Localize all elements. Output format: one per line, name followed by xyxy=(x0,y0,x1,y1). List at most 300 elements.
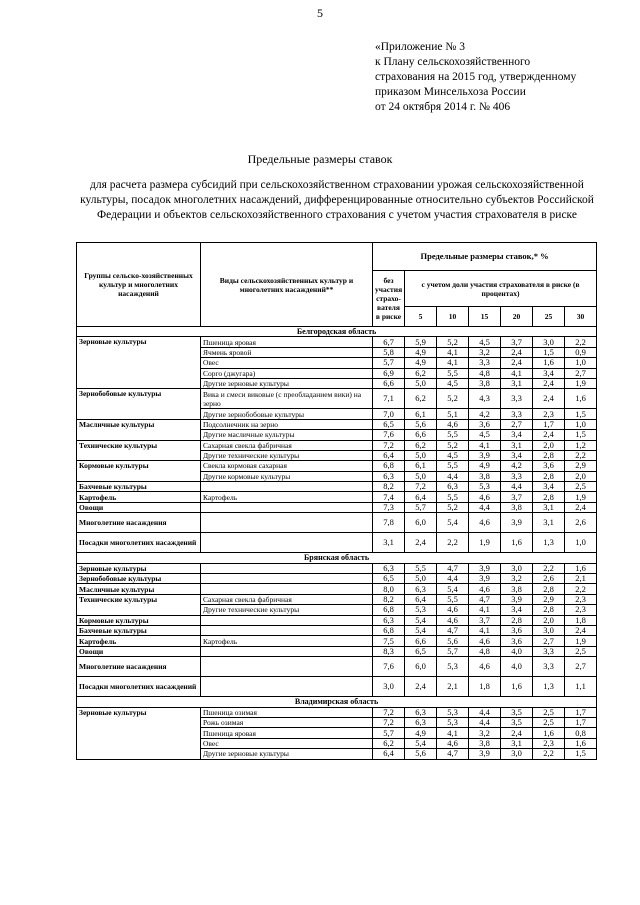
rate-value-cell: 6,1 xyxy=(405,409,437,419)
kind-cell: Сахарная свекла фабричная xyxy=(201,440,373,450)
rate-value-cell: 2,8 xyxy=(533,450,565,460)
rate-value-cell: 3,9 xyxy=(469,450,501,460)
table-row xyxy=(77,657,597,677)
rate-value-cell: 2,3 xyxy=(565,594,597,604)
rate-value-cell: 3,0 xyxy=(501,563,533,573)
rate-value-cell: 2,6 xyxy=(565,513,597,533)
rate-value-cell: 2,9 xyxy=(565,461,597,471)
group-cell: Технические культуры xyxy=(77,440,201,461)
appendix-line: от 24 октября 2014 г. № 406 xyxy=(375,101,511,113)
rate-value-cell: 4,5 xyxy=(469,337,501,347)
rate-value-cell: 6,4 xyxy=(405,492,437,502)
col-header-without: без участия страхо-вателя в риске xyxy=(373,271,405,327)
kind-cell: Пшеница яровая xyxy=(201,728,373,738)
rate-value-cell: 6,0 xyxy=(405,657,437,677)
rate-value-cell: 5,9 xyxy=(405,337,437,347)
rate-value-cell: 3,1 xyxy=(533,513,565,533)
rate-value-cell: 2,0 xyxy=(565,471,597,481)
rate-value-cell: 5,2 xyxy=(437,502,469,512)
rate-value-cell: 2,8 xyxy=(533,471,565,481)
rate-value-cell: 3,7 xyxy=(501,492,533,502)
group-cell: Зерновые культуры xyxy=(77,563,201,573)
rate-value-cell: 2,8 xyxy=(533,605,565,615)
col-header-with: с учетом доли участия страхователя в риске (в процентах) xyxy=(405,271,597,307)
rate-value-cell: 4,2 xyxy=(501,461,533,471)
rate-value-cell: 7,4 xyxy=(373,492,405,502)
rate-value-cell: 4,8 xyxy=(469,368,501,378)
rate-value-cell: 3,1 xyxy=(533,502,565,512)
rate-value-cell: 3,9 xyxy=(469,749,501,759)
rate-value-cell: 6,3 xyxy=(405,584,437,594)
group-cell: Зернобобовые культуры xyxy=(77,574,201,584)
rate-value-cell: 5,1 xyxy=(437,409,469,419)
rate-value-cell: 2,0 xyxy=(533,440,565,450)
table-row xyxy=(77,419,597,429)
rate-value-cell: 2,4 xyxy=(533,389,565,409)
rate-value-cell: 4,0 xyxy=(501,657,533,677)
group-cell: Технические культуры xyxy=(77,594,201,615)
rate-value-cell: 4,6 xyxy=(469,636,501,646)
rate-value-cell: 0,8 xyxy=(565,728,597,738)
rate-value-cell: 3,5 xyxy=(501,717,533,727)
rate-value-cell: 6,0 xyxy=(405,513,437,533)
rate-value-cell: 4,1 xyxy=(437,728,469,738)
rate-value-cell: 5,2 xyxy=(437,440,469,450)
col-header-share: 5 xyxy=(405,307,437,327)
rate-value-cell: 2,4 xyxy=(565,625,597,635)
rate-value-cell: 4,4 xyxy=(469,717,501,727)
rate-value-cell: 5,0 xyxy=(405,471,437,481)
rate-value-cell: 2,4 xyxy=(405,677,437,697)
rate-value-cell: 5,4 xyxy=(405,625,437,635)
rate-value-cell: 2,2 xyxy=(437,533,469,553)
rate-value-cell: 4,6 xyxy=(437,615,469,625)
kind-cell xyxy=(201,657,373,677)
rate-value-cell: 6,8 xyxy=(373,605,405,615)
group-cell: Овощи xyxy=(77,646,201,656)
rate-value-cell: 3,3 xyxy=(501,389,533,409)
rate-value-cell: 2,5 xyxy=(533,707,565,717)
rate-value-cell: 6,3 xyxy=(373,471,405,481)
rate-value-cell: 2,5 xyxy=(565,482,597,492)
rate-value-cell: 5,0 xyxy=(405,574,437,584)
rate-value-cell: 1,6 xyxy=(533,358,565,368)
rate-value-cell: 3,2 xyxy=(469,347,501,357)
rate-value-cell: 4,4 xyxy=(469,502,501,512)
kind-cell: Другие масличные культуры xyxy=(201,430,373,440)
rate-value-cell: 1,2 xyxy=(565,440,597,450)
kind-cell: Другие зерновые культуры xyxy=(201,749,373,759)
rate-value-cell: 3,0 xyxy=(373,677,405,697)
rate-value-cell: 4,6 xyxy=(469,492,501,502)
rate-value-cell: 3,8 xyxy=(469,738,501,748)
rate-value-cell: 6,1 xyxy=(405,461,437,471)
region-name: Владимирская область xyxy=(77,697,597,707)
rate-value-cell: 3,4 xyxy=(501,450,533,460)
rate-value-cell: 8,0 xyxy=(373,584,405,594)
group-cell: Бахчевые культуры xyxy=(77,482,201,492)
rate-value-cell: 7,2 xyxy=(373,440,405,450)
rate-value-cell: 2,4 xyxy=(501,347,533,357)
rate-value-cell: 1,6 xyxy=(565,563,597,573)
rate-value-cell: 1,0 xyxy=(565,419,597,429)
appendix-line: к Плану сельскохозяйственного xyxy=(375,56,531,68)
rate-value-cell: 7,5 xyxy=(373,636,405,646)
appendix-block xyxy=(375,40,576,115)
rate-value-cell: 2,3 xyxy=(533,738,565,748)
col-header-share: 20 xyxy=(501,307,533,327)
rate-value-cell: 1,8 xyxy=(469,677,501,697)
rate-value-cell: 1,3 xyxy=(533,677,565,697)
rate-value-cell: 2,4 xyxy=(405,533,437,553)
rate-value-cell: 1,5 xyxy=(565,409,597,419)
rate-value-cell: 7,1 xyxy=(373,389,405,409)
rate-value-cell: 3,8 xyxy=(469,378,501,388)
rate-value-cell: 5,3 xyxy=(437,657,469,677)
rate-value-cell: 1,5 xyxy=(565,430,597,440)
rate-value-cell: 0,9 xyxy=(565,347,597,357)
rate-value-cell: 2,3 xyxy=(533,409,565,419)
kind-cell xyxy=(201,615,373,625)
kind-cell: Другие технические культуры xyxy=(201,605,373,615)
group-cell: Масличные культуры xyxy=(77,584,201,594)
rate-value-cell: 3,1 xyxy=(373,533,405,553)
table-row xyxy=(77,492,597,502)
table-row xyxy=(77,337,597,347)
group-cell: Картофель xyxy=(77,492,201,502)
kind-cell xyxy=(201,482,373,492)
col-header-groups: Группы сельско-хозяйственных культур и многолетних насаждений xyxy=(77,243,201,327)
page-number: 5 xyxy=(317,6,323,20)
rate-value-cell: 5,4 xyxy=(437,584,469,594)
rate-value-cell: 5,5 xyxy=(437,368,469,378)
group-cell: Масличные культуры xyxy=(77,419,201,440)
rate-value-cell: 2,8 xyxy=(533,492,565,502)
rate-value-cell: 4,9 xyxy=(469,461,501,471)
rate-value-cell: 4,7 xyxy=(469,594,501,604)
rate-value-cell: 4,5 xyxy=(437,450,469,460)
rate-value-cell: 5,7 xyxy=(373,728,405,738)
rate-value-cell: 6,9 xyxy=(373,368,405,378)
region-name: Белгородская область xyxy=(77,327,597,337)
group-cell: Картофель xyxy=(77,636,201,646)
rate-value-cell: 4,6 xyxy=(437,605,469,615)
rate-value-cell: 6,4 xyxy=(405,594,437,604)
col-header-share: 30 xyxy=(565,307,597,327)
group-cell: Овощи xyxy=(77,502,201,512)
rate-value-cell: 2,5 xyxy=(533,717,565,727)
kind-cell: Картофель xyxy=(201,492,373,502)
rate-value-cell: 3,3 xyxy=(533,646,565,656)
rate-value-cell: 3,2 xyxy=(501,574,533,584)
rate-value-cell: 6,3 xyxy=(373,615,405,625)
rate-value-cell: 3,4 xyxy=(533,482,565,492)
rate-value-cell: 6,6 xyxy=(405,636,437,646)
rate-value-cell: 6,3 xyxy=(437,482,469,492)
rate-value-cell: 6,5 xyxy=(373,574,405,584)
rate-value-cell: 7,6 xyxy=(373,430,405,440)
rate-value-cell: 4,4 xyxy=(437,574,469,584)
table-row xyxy=(77,461,597,471)
table-row xyxy=(77,440,597,450)
rate-value-cell: 6,6 xyxy=(373,378,405,388)
rate-value-cell: 7,2 xyxy=(405,482,437,492)
rate-value-cell: 2,4 xyxy=(501,358,533,368)
rate-value-cell: 3,3 xyxy=(501,471,533,481)
rate-value-cell: 6,2 xyxy=(373,738,405,748)
kind-cell xyxy=(201,533,373,553)
rate-value-cell: 6,3 xyxy=(373,563,405,573)
rate-value-cell: 6,3 xyxy=(405,717,437,727)
rate-value-cell: 6,2 xyxy=(405,440,437,450)
rate-value-cell: 5,3 xyxy=(405,605,437,615)
rate-value-cell: 4,4 xyxy=(501,482,533,492)
rate-value-cell: 4,9 xyxy=(405,347,437,357)
rate-value-cell: 4,2 xyxy=(469,409,501,419)
table-row xyxy=(77,615,597,625)
region-row xyxy=(77,553,597,563)
table-row xyxy=(77,563,597,573)
rate-value-cell: 1,5 xyxy=(533,347,565,357)
rate-value-cell: 1,6 xyxy=(501,533,533,553)
rate-value-cell: 5,4 xyxy=(405,738,437,748)
rate-value-cell: 3,4 xyxy=(501,430,533,440)
rate-value-cell: 5,4 xyxy=(437,513,469,533)
rate-value-cell: 2,2 xyxy=(565,584,597,594)
kind-cell: Ячмень яровой xyxy=(201,347,373,357)
rate-value-cell: 5,6 xyxy=(405,419,437,429)
rate-value-cell: 6,2 xyxy=(405,389,437,409)
col-header-rates: Предельные размеры ставок,* % xyxy=(373,243,597,271)
rate-value-cell: 2,2 xyxy=(533,563,565,573)
rate-value-cell: 4,6 xyxy=(437,419,469,429)
rate-value-cell: 1,6 xyxy=(533,728,565,738)
kind-cell: Овес xyxy=(201,738,373,748)
rate-value-cell: 4,1 xyxy=(469,625,501,635)
rate-value-cell: 4,1 xyxy=(437,347,469,357)
rate-value-cell: 3,6 xyxy=(533,461,565,471)
rate-value-cell: 4,4 xyxy=(469,707,501,717)
rate-value-cell: 4,7 xyxy=(437,625,469,635)
rate-value-cell: 5,5 xyxy=(437,492,469,502)
rate-value-cell: 7,6 xyxy=(373,657,405,677)
rate-value-cell: 3,8 xyxy=(469,471,501,481)
rate-value-cell: 1,7 xyxy=(565,707,597,717)
rate-value-cell: 2,0 xyxy=(533,615,565,625)
rate-value-cell: 2,4 xyxy=(533,430,565,440)
region-row xyxy=(77,327,597,337)
table-row xyxy=(77,677,597,697)
rate-value-cell: 3,0 xyxy=(533,337,565,347)
kind-cell: Пшеница яровая xyxy=(201,337,373,347)
rate-value-cell: 4,5 xyxy=(469,430,501,440)
rate-value-cell: 4,5 xyxy=(437,378,469,388)
kind-cell xyxy=(201,513,373,533)
rate-value-cell: 5,6 xyxy=(437,636,469,646)
group-cell: Кормовые культуры xyxy=(77,461,201,482)
kind-cell xyxy=(201,677,373,697)
group-cell: Бахчевые культуры xyxy=(77,625,201,635)
rate-value-cell: 2,1 xyxy=(437,677,469,697)
rate-value-cell: 2,2 xyxy=(533,749,565,759)
rate-value-cell: 4,9 xyxy=(405,728,437,738)
rate-value-cell: 5,2 xyxy=(437,389,469,409)
rate-value-cell: 1,5 xyxy=(565,749,597,759)
rate-value-cell: 6,4 xyxy=(373,749,405,759)
rate-value-cell: 8,2 xyxy=(373,594,405,604)
group-cell: Зерновые культуры xyxy=(77,337,201,389)
appendix-line: приказом Минсельхоза России xyxy=(375,86,526,98)
rate-value-cell: 4,1 xyxy=(469,440,501,450)
table-row xyxy=(77,636,597,646)
rate-value-cell: 4,9 xyxy=(405,358,437,368)
rate-value-cell: 1,9 xyxy=(565,378,597,388)
col-header-share: 10 xyxy=(437,307,469,327)
group-cell: Кормовые культуры xyxy=(77,615,201,625)
kind-cell: Другие технические культуры xyxy=(201,450,373,460)
rate-value-cell: 6,5 xyxy=(405,646,437,656)
rate-value-cell: 1,8 xyxy=(565,615,597,625)
rate-value-cell: 2,7 xyxy=(565,368,597,378)
rate-value-cell: 4,1 xyxy=(501,368,533,378)
table-row xyxy=(77,513,597,533)
rate-value-cell: 1,0 xyxy=(565,358,597,368)
rate-value-cell: 2,2 xyxy=(565,450,597,460)
rates-table-body xyxy=(77,327,597,760)
rate-value-cell: 8,2 xyxy=(373,482,405,492)
rate-value-cell: 5,5 xyxy=(437,461,469,471)
rate-value-cell: 1,6 xyxy=(565,738,597,748)
rate-value-cell: 3,4 xyxy=(533,368,565,378)
rate-value-cell: 8,3 xyxy=(373,646,405,656)
rate-value-cell: 6,8 xyxy=(373,625,405,635)
rate-value-cell: 1,1 xyxy=(565,677,597,697)
region-row xyxy=(77,697,597,707)
group-cell: Многолетние насаждения xyxy=(77,657,201,677)
kind-cell: Другие зернобобовые культуры xyxy=(201,409,373,419)
rate-value-cell: 3,6 xyxy=(501,625,533,635)
rate-value-cell: 1,6 xyxy=(565,389,597,409)
rate-value-cell: 2,4 xyxy=(501,728,533,738)
rate-value-cell: 4,4 xyxy=(437,471,469,481)
rate-value-cell: 5,8 xyxy=(373,347,405,357)
document-title: Предельные размеры ставок xyxy=(247,152,393,166)
table-row xyxy=(77,389,597,409)
rate-value-cell: 3,1 xyxy=(501,738,533,748)
group-cell: Зернобобовые культуры xyxy=(77,389,201,419)
rate-value-cell: 2,2 xyxy=(565,337,597,347)
kind-cell: Картофель xyxy=(201,636,373,646)
rate-value-cell: 3,5 xyxy=(501,707,533,717)
rate-value-cell: 3,0 xyxy=(533,625,565,635)
rate-value-cell: 3,6 xyxy=(501,636,533,646)
kind-cell xyxy=(201,625,373,635)
rate-value-cell: 5,4 xyxy=(405,615,437,625)
rate-value-cell: 3,1 xyxy=(501,378,533,388)
rate-value-cell: 1,9 xyxy=(469,533,501,553)
kind-cell: Овес xyxy=(201,358,373,368)
rate-value-cell: 7,2 xyxy=(373,717,405,727)
rate-value-cell: 5,6 xyxy=(405,749,437,759)
rate-value-cell: 5,7 xyxy=(373,358,405,368)
rate-value-cell: 1,0 xyxy=(565,533,597,553)
region-name: Брянская область xyxy=(77,553,597,563)
rate-value-cell: 2,7 xyxy=(501,419,533,429)
table-row xyxy=(77,533,597,553)
rate-value-cell: 3,9 xyxy=(501,594,533,604)
rate-value-cell: 6,5 xyxy=(373,419,405,429)
rate-value-cell: 6,6 xyxy=(405,430,437,440)
rate-value-cell: 4,7 xyxy=(437,749,469,759)
rates-table xyxy=(76,242,597,760)
rate-value-cell: 2,6 xyxy=(533,574,565,584)
rate-value-cell: 5,5 xyxy=(437,594,469,604)
kind-cell xyxy=(201,563,373,573)
rate-value-cell: 2,9 xyxy=(533,594,565,604)
rate-value-cell: 3,9 xyxy=(469,574,501,584)
rate-value-cell: 3,8 xyxy=(501,502,533,512)
rate-value-cell: 2,5 xyxy=(565,646,597,656)
rate-value-cell: 3,8 xyxy=(501,584,533,594)
rate-value-cell: 3,0 xyxy=(501,749,533,759)
rate-value-cell: 1,7 xyxy=(565,717,597,727)
table-row xyxy=(77,625,597,635)
rate-value-cell: 6,7 xyxy=(373,337,405,347)
rate-value-cell: 1,3 xyxy=(533,533,565,553)
rate-value-cell: 3,2 xyxy=(469,728,501,738)
table-row xyxy=(77,594,597,604)
rate-value-cell: 4,8 xyxy=(469,646,501,656)
rate-value-cell: 6,2 xyxy=(405,368,437,378)
kind-cell xyxy=(201,574,373,584)
rate-value-cell: 2,4 xyxy=(533,378,565,388)
rate-value-cell: 2,1 xyxy=(565,574,597,584)
rate-value-cell: 4,6 xyxy=(469,513,501,533)
rate-value-cell: 5,5 xyxy=(405,563,437,573)
rate-value-cell: 4,0 xyxy=(501,646,533,656)
group-cell: Посадки многолетних насаждений xyxy=(77,533,201,553)
group-cell: Посадки многолетних насаждений xyxy=(77,677,201,697)
kind-cell: Другие зерновые культуры xyxy=(201,378,373,388)
kind-cell xyxy=(201,502,373,512)
rate-value-cell: 1,9 xyxy=(565,636,597,646)
table-row xyxy=(77,482,597,492)
kind-cell: Сахарная свекла фабричная xyxy=(201,594,373,604)
rate-value-cell: 2,3 xyxy=(565,605,597,615)
rate-value-cell: 1,9 xyxy=(565,492,597,502)
kind-cell: Вика и смеси виковые (с преобладанием вики) на зерно xyxy=(201,389,373,409)
rate-value-cell: 5,0 xyxy=(405,378,437,388)
rate-value-cell: 3,7 xyxy=(501,337,533,347)
rate-value-cell: 7,2 xyxy=(373,707,405,717)
kind-cell: Сорго (джугара) xyxy=(201,368,373,378)
rate-value-cell: 4,7 xyxy=(437,563,469,573)
rate-value-cell: 3,9 xyxy=(469,563,501,573)
rate-value-cell: 6,8 xyxy=(373,461,405,471)
table-row xyxy=(77,584,597,594)
rate-value-cell: 5,2 xyxy=(437,337,469,347)
rate-value-cell: 7,8 xyxy=(373,513,405,533)
rate-value-cell: 7,0 xyxy=(373,409,405,419)
rate-value-cell: 4,3 xyxy=(469,389,501,409)
group-cell: Зерновые культуры xyxy=(77,707,201,759)
rate-value-cell: 3,4 xyxy=(501,605,533,615)
table-row xyxy=(77,574,597,584)
rate-value-cell: 4,6 xyxy=(437,738,469,748)
kind-cell: Подсолнечник на зерно xyxy=(201,419,373,429)
rate-value-cell: 5,3 xyxy=(469,482,501,492)
rate-value-cell: 7,3 xyxy=(373,502,405,512)
